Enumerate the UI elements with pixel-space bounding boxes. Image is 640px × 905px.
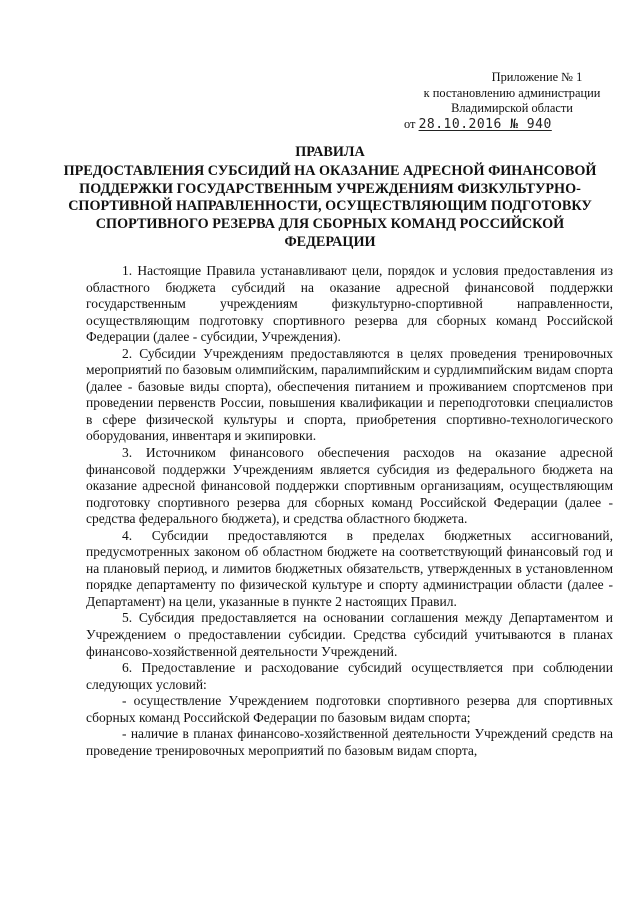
title-main: ПРАВИЛА [295, 144, 365, 160]
condition-item-2: - наличие в планах финансово-хозяйственной деятельности Учреждений средств на проведение тренировочных мероприятий по базовым видам спорта, [86, 726, 613, 758]
date-prefix: от [404, 116, 416, 131]
paragraph-5: 5. Субсидия предоставляется на основании соглашения между Департаментом и Учреждением о предоставлении субсидии. Средства субсидий учитываются в планах финансово-хозяйственной деятельности Учреждений. [86, 610, 613, 659]
condition-item-1: - осуществление Учреждением подготовки спортивного резерва для спортивных сборных команд Российской Федерации по базовым видам спорта; [86, 693, 613, 725]
paragraph-1: 1. Настоящие Правила устанавливают цели, порядок и условия предоставления из областного бюджета субсидий на оказание адресной финансовой поддержки государственным учреждениям физкультурно-спортивной направленности, осуществляющим подготовку спортивного резерва для сборных команд Российской Федерации (далее - субсидии, Учреждения). [86, 263, 613, 345]
appendix-region: Владимирской области [451, 101, 573, 115]
paragraph-3: 3. Источником финансового обеспечения расходов на оказание адресной финансовой поддержки Учреждениям является субсидия из федерального бюджета на оказание адресной финансовой поддержки спортивным организациям, осуществляющим подготовку спортивного резерва для сборных команд Российской Федерации (далее - средства федерального бюджета), и средства областного бюджета. [86, 445, 613, 527]
appendix-resolution-ref: к постановлению администрации [423, 85, 601, 100]
document-title [60, 144, 600, 252]
appendix-date-line [404, 117, 612, 133]
title-subtitle: ПРЕДОСТАВЛЕНИЯ СУБСИДИЙ НА ОКАЗАНИЕ АДРЕСНОЙ ФИНАНСОВОЙ ПОДДЕРЖКИ ГОСУДАРСТВЕННЫМ УЧРЕЖДЕНИЯМ ФИЗКУЛЬТУРНО-СПОРТИВНОЙ НАПРАВЛЕННОСТИ, ОСУЩЕСТВЛЯЮЩИМ ПОДГОТОВКУ СПОРТИВНОГО РЕЗЕРВА ДЛЯ СБОРНЫХ КОМАНД РОССИЙСКОЙ ФЕДЕРАЦИИ [63, 162, 597, 250]
paragraph-2: 2. Субсидии Учреждениям предоставляются в целях проведения тренировочных мероприятий по базовым олимпийским, паралимпийским и сурдлимпийским видам спорта (далее - базовые виды спорта), обеспечения питанием и проживанием спортсменов при проведении первенств России, повышения квалификации и переподготовки специалистов в сфере физической культуры и спорта, приобретения спортивно-технологического оборудования, инвентаря и экипировки. [86, 345, 613, 444]
paragraph-4: 4. Субсидии предоставляются в пределах бюджетных ассигнований, предусмотренных законом об областном бюджете на соответствующий финансовый год и на плановый период, и лимитов бюджетных обязательств, утвержденных в установленном порядке департаменту по физической культуре и спорту администрации области (далее - Департамент) на цели, указанные в пункте 2 настоящих Правил. [86, 527, 613, 609]
document-body [86, 263, 613, 759]
appendix-header [404, 70, 612, 132]
paragraph-6: 6. Предоставление и расходование субсидий осуществляется при соблюдении следующих условий: [86, 660, 613, 692]
handwritten-date-number: 28.10.2016 № 940 [418, 116, 552, 132]
appendix-number: Приложение № 1 [491, 70, 583, 84]
